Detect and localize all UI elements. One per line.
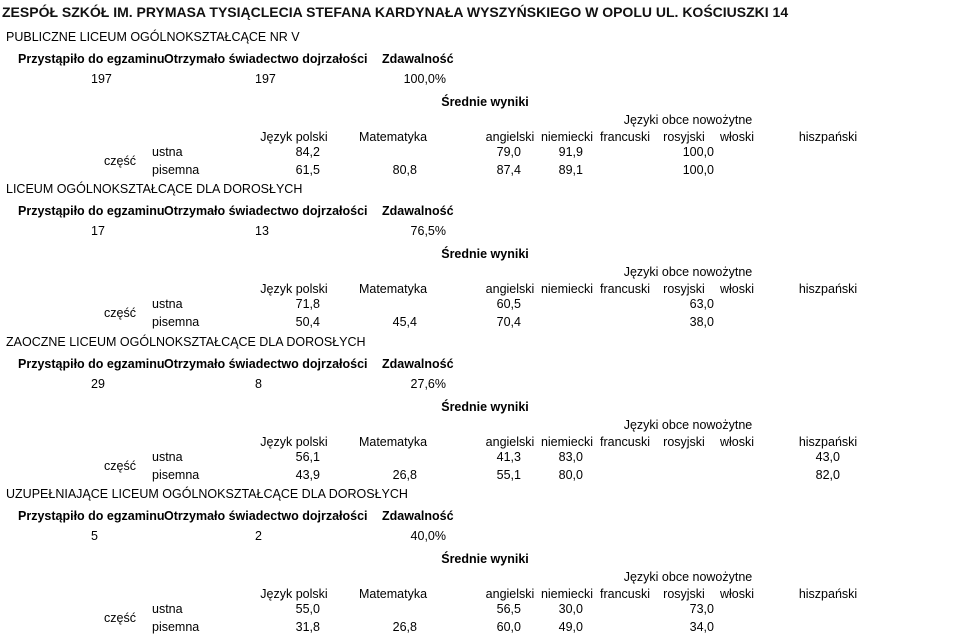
section-name: UZUPEŁNIAJĄCE LICEUM OGÓLNOKSZTAŁCĄCE DLA DOROSŁYCH xyxy=(6,487,408,501)
value-otrzymalo: 197 xyxy=(255,72,276,86)
header-srednie-wyniki: Średnie wyniki xyxy=(441,247,529,261)
header-otrzymalo: Otrzymało świadectwo dojrzałości xyxy=(164,204,368,218)
score-ustna: 63,0 xyxy=(689,297,714,311)
score-pisemna: 26,8 xyxy=(392,620,417,634)
subject-header: angielski xyxy=(485,130,535,144)
score-ustna: 84,2 xyxy=(295,145,320,159)
section-name: ZAOCZNE LICEUM OGÓLNOKSZTAŁCĄCE DLA DOROSŁYCH xyxy=(6,335,366,349)
score-pisemna: 80,8 xyxy=(392,163,417,177)
value-przystapilo: 29 xyxy=(91,377,105,391)
subject-header: Matematyka xyxy=(358,130,428,144)
score-pisemna: 82,0 xyxy=(815,468,840,482)
label-ustna: ustna xyxy=(152,450,183,464)
score-ustna: 79,0 xyxy=(496,145,521,159)
label-pisemna: pisemna xyxy=(152,163,200,177)
subject-header: Matematyka xyxy=(358,435,428,449)
header-otrzymalo: Otrzymało świadectwo dojrzałości xyxy=(164,357,368,371)
subject-header: włoski xyxy=(719,435,755,449)
header-jezyki-obce: Języki obce nowożytne xyxy=(623,418,753,432)
score-ustna: 83,0 xyxy=(558,450,583,464)
score-pisemna: 34,0 xyxy=(689,620,714,634)
value-przystapilo: 197 xyxy=(91,72,112,86)
subject-header: hiszpański xyxy=(798,435,858,449)
score-ustna: 55,0 xyxy=(295,602,320,616)
header-przystapilo: Przystąpiło do egzaminu xyxy=(18,204,165,218)
subject-header: Matematyka xyxy=(358,587,428,601)
label-czesc: część xyxy=(104,611,136,625)
header-przystapilo: Przystąpiło do egzaminu xyxy=(18,509,165,523)
score-pisemna: 100,0 xyxy=(682,163,714,177)
page-title: ZESPÓŁ SZKÓŁ IM. PRYMASA TYSIĄCLECIA STEFANA KARDYNAŁA WYSZYŃSKIEGO W OPOLU UL. KOŚCIUSZKI 14 xyxy=(2,4,789,20)
score-ustna: 56,1 xyxy=(295,450,320,464)
subject-header: angielski xyxy=(485,435,535,449)
subject-header: niemiecki xyxy=(540,130,594,144)
value-zdawalnosc: 40,0% xyxy=(410,529,446,543)
subject-header: francuski xyxy=(599,282,651,296)
subject-header: Matematyka xyxy=(358,282,428,296)
score-pisemna: 61,5 xyxy=(295,163,320,177)
subject-header: angielski xyxy=(485,587,535,601)
header-jezyki-obce: Języki obce nowożytne xyxy=(623,265,753,279)
score-pisemna: 31,8 xyxy=(295,620,320,634)
subject-header: hiszpański xyxy=(798,282,858,296)
subject-header: rosyjski xyxy=(663,587,705,601)
score-ustna: 41,3 xyxy=(496,450,521,464)
subject-header: niemiecki xyxy=(540,282,594,296)
score-ustna: 60,5 xyxy=(496,297,521,311)
header-zdawalnosc: Zdawalność xyxy=(382,204,454,218)
label-czesc: część xyxy=(104,154,136,168)
score-pisemna: 60,0 xyxy=(496,620,521,634)
subject-header: francuski xyxy=(599,587,651,601)
value-otrzymalo: 8 xyxy=(255,377,262,391)
section-name: PUBLICZNE LICEUM OGÓLNOKSZTAŁCĄCE NR V xyxy=(6,30,300,44)
subject-header: rosyjski xyxy=(663,130,705,144)
header-otrzymalo: Otrzymało świadectwo dojrzałości xyxy=(164,52,368,66)
score-pisemna: 55,1 xyxy=(496,468,521,482)
subject-header: rosyjski xyxy=(663,435,705,449)
score-pisemna: 26,8 xyxy=(392,468,417,482)
label-pisemna: pisemna xyxy=(152,468,200,482)
header-jezyki-obce: Języki obce nowożytne xyxy=(623,113,753,127)
score-ustna: 71,8 xyxy=(295,297,320,311)
value-zdawalnosc: 76,5% xyxy=(410,224,446,238)
label-ustna: ustna xyxy=(152,297,183,311)
label-ustna: ustna xyxy=(152,602,183,616)
header-srednie-wyniki: Średnie wyniki xyxy=(441,400,529,414)
header-przystapilo: Przystąpiło do egzaminu xyxy=(18,357,165,371)
value-otrzymalo: 2 xyxy=(255,529,262,543)
subject-header: Język polski xyxy=(260,587,328,601)
subject-header: angielski xyxy=(485,282,535,296)
score-ustna: 56,5 xyxy=(496,602,521,616)
score-ustna: 73,0 xyxy=(689,602,714,616)
subject-header: francuski xyxy=(599,435,651,449)
score-pisemna: 38,0 xyxy=(689,315,714,329)
header-zdawalnosc: Zdawalność xyxy=(382,509,454,523)
label-pisemna: pisemna xyxy=(152,620,200,634)
subject-header: Język polski xyxy=(260,130,328,144)
header-srednie-wyniki: Średnie wyniki xyxy=(441,552,529,566)
subject-header: włoski xyxy=(719,282,755,296)
score-pisemna: 89,1 xyxy=(558,163,583,177)
value-przystapilo: 5 xyxy=(91,529,98,543)
score-pisemna: 80,0 xyxy=(558,468,583,482)
label-czesc: część xyxy=(104,459,136,473)
subject-header: hiszpański xyxy=(798,587,858,601)
subject-header: hiszpański xyxy=(798,130,858,144)
label-pisemna: pisemna xyxy=(152,315,200,329)
score-pisemna: 87,4 xyxy=(496,163,521,177)
value-przystapilo: 17 xyxy=(91,224,105,238)
value-zdawalnosc: 27,6% xyxy=(410,377,446,391)
header-zdawalnosc: Zdawalność xyxy=(382,52,454,66)
value-otrzymalo: 13 xyxy=(255,224,269,238)
subject-header: niemiecki xyxy=(540,587,594,601)
subject-header: Język polski xyxy=(260,282,328,296)
header-jezyki-obce: Języki obce nowożytne xyxy=(623,570,753,584)
subject-header: niemiecki xyxy=(540,435,594,449)
label-ustna: ustna xyxy=(152,145,183,159)
subject-header: włoski xyxy=(719,130,755,144)
score-pisemna: 43,9 xyxy=(295,468,320,482)
header-otrzymalo: Otrzymało świadectwo dojrzałości xyxy=(164,509,368,523)
subject-header: włoski xyxy=(719,587,755,601)
score-pisemna: 70,4 xyxy=(496,315,521,329)
subject-header: rosyjski xyxy=(663,282,705,296)
score-pisemna: 50,4 xyxy=(295,315,320,329)
score-ustna: 100,0 xyxy=(682,145,714,159)
header-srednie-wyniki: Średnie wyniki xyxy=(441,95,529,109)
score-pisemna: 45,4 xyxy=(392,315,417,329)
label-czesc: część xyxy=(104,306,136,320)
score-ustna: 91,9 xyxy=(558,145,583,159)
header-zdawalnosc: Zdawalność xyxy=(382,357,454,371)
score-ustna: 43,0 xyxy=(815,450,840,464)
score-pisemna: 49,0 xyxy=(558,620,583,634)
subject-header: Język polski xyxy=(260,435,328,449)
value-zdawalnosc: 100,0% xyxy=(403,72,446,86)
section-name: LICEUM OGÓLNOKSZTAŁCĄCE DLA DOROSŁYCH xyxy=(6,182,303,196)
score-ustna: 30,0 xyxy=(558,602,583,616)
header-przystapilo: Przystąpiło do egzaminu xyxy=(18,52,165,66)
subject-header: francuski xyxy=(599,130,651,144)
